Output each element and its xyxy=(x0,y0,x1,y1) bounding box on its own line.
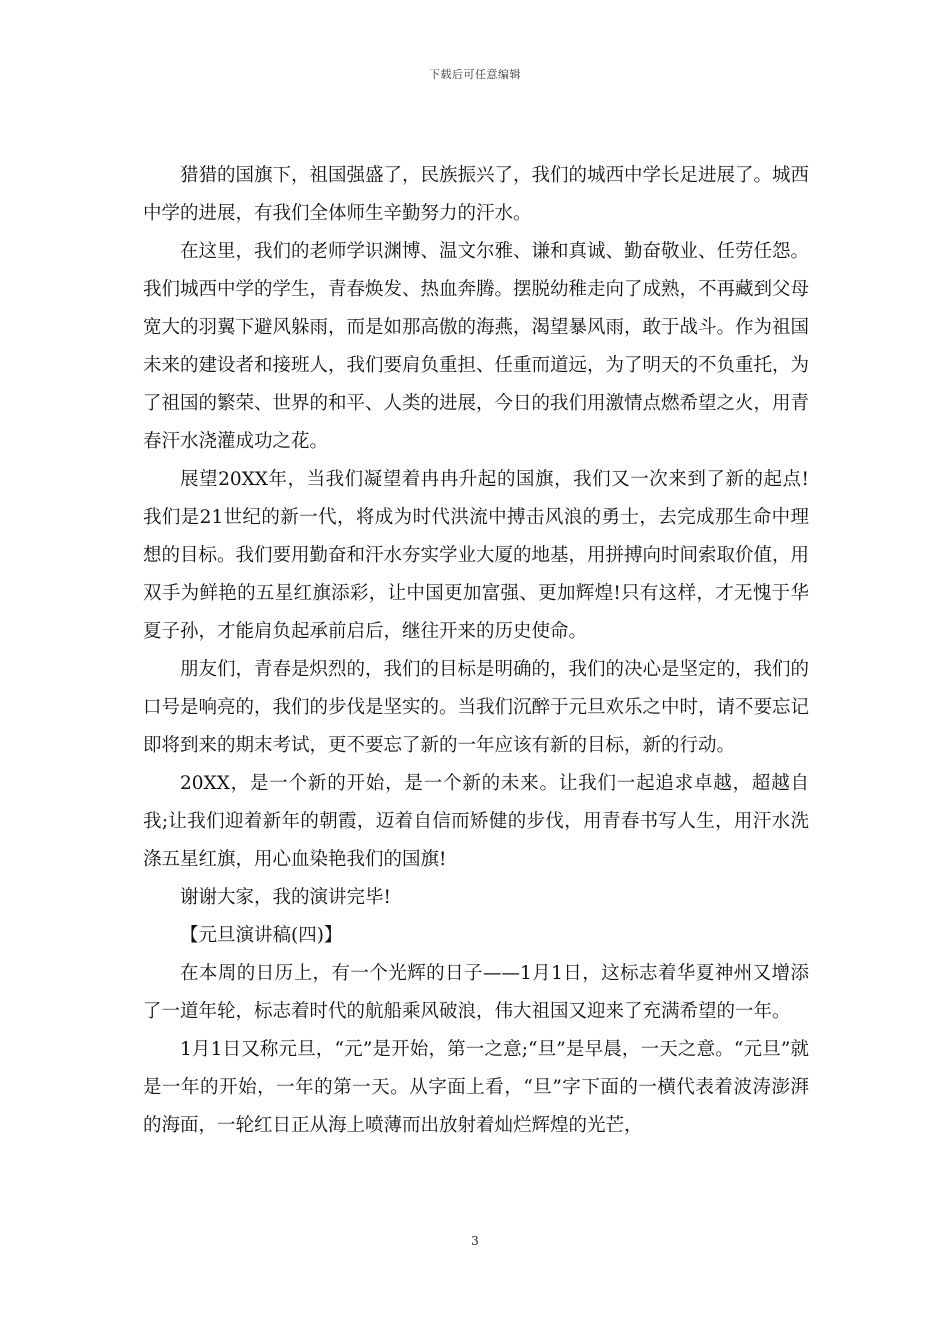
paragraph: 在这里，我们的老师学识渊博、温文尔雅、谦和真诚、勤奋敬业、任劳任怨。我们城西中学的学生，青春焕发、热血奔腾。摆脱幼稚走向了成熟，不再藏到父母宽大的羽翼下避风躲雨，而是如那高傲的海燕，渴望暴风雨，敢于战斗。作为祖国未来的建设者和接班人，我们要肩负重担、任重而道远，为了明天的不负重托，为了祖国的繁荣、世界的和平、人类的进展，今日的我们用激情点燃希望之火，用青春汗水浇灌成功之花。 xyxy=(143,241,810,452)
paragraph: 20XX，是一个新的开始，是一个新的未来。让我们一起追求卓越，超越自我;让我们迎着新年的朝霞，迈着自信而矫健的步伐，用青春书写人生，用汗水洗涤五星红旗，用心血染艳我们的国旗! xyxy=(143,773,809,870)
paragraph: 展望20XX年，当我们凝望着冉冉升起的国旗，我们又一次来到了新的起点!我们是21世纪的新一代，将成为时代洪流中搏击风浪的勇士，去完成那生命中理想的目标。我们要用勤奋和汗水夯实学业大厦的地基，用拼搏向时间索取价值，用双手为鲜艳的五星红旗添彩，让中国更加富强、更加辉煌!只有这样，才无愧于华夏子孙，才能肩负起承前启后，继往开来的历史使命。 xyxy=(143,469,810,642)
page-header-note: 下载后可任意编辑 xyxy=(429,68,521,81)
paragraph: 谢谢大家，我的演讲完毕! xyxy=(180,887,391,908)
paragraph: 1月1日又称元旦，“元”是开始，第一之意;“旦”是早晨，一天之意。“元旦”就是一年的开始，一年的第一天。从字面上看，“旦”字下面的一横代表着波涛澎湃的海面，一轮红日正从海上喷薄而出放射着灿烂辉煌的光芒， xyxy=(143,1039,809,1136)
page-number: 3 xyxy=(471,1234,479,1248)
document-body xyxy=(143,157,809,1145)
paragraph: 朋友们，青春是炽烈的，我们的目标是明确的，我们的决心是坚定的，我们的口号是响亮的，我们的步伐是坚实的。当我们沉醉于元旦欢乐之中时，请不要忘记即将到来的期末考试，更不要忘了新的一年应该有新的目标，新的行动。 xyxy=(143,659,810,756)
paragraph: 在本周的日历上，有一个光辉的日子——1月1日，这标志着华夏神州又增添了一道年轮，标志着时代的航船乘风破浪，伟大祖国又迎来了充满希望的一年。 xyxy=(143,963,809,1022)
section-heading: 【元旦演讲稿(四)】 xyxy=(180,925,343,946)
paragraph: 猎猎的国旗下，祖国强盛了，民族振兴了，我们的城西中学长足进展了。城西中学的进展，有我们全体师生辛勤努力的汗水。 xyxy=(143,165,810,224)
